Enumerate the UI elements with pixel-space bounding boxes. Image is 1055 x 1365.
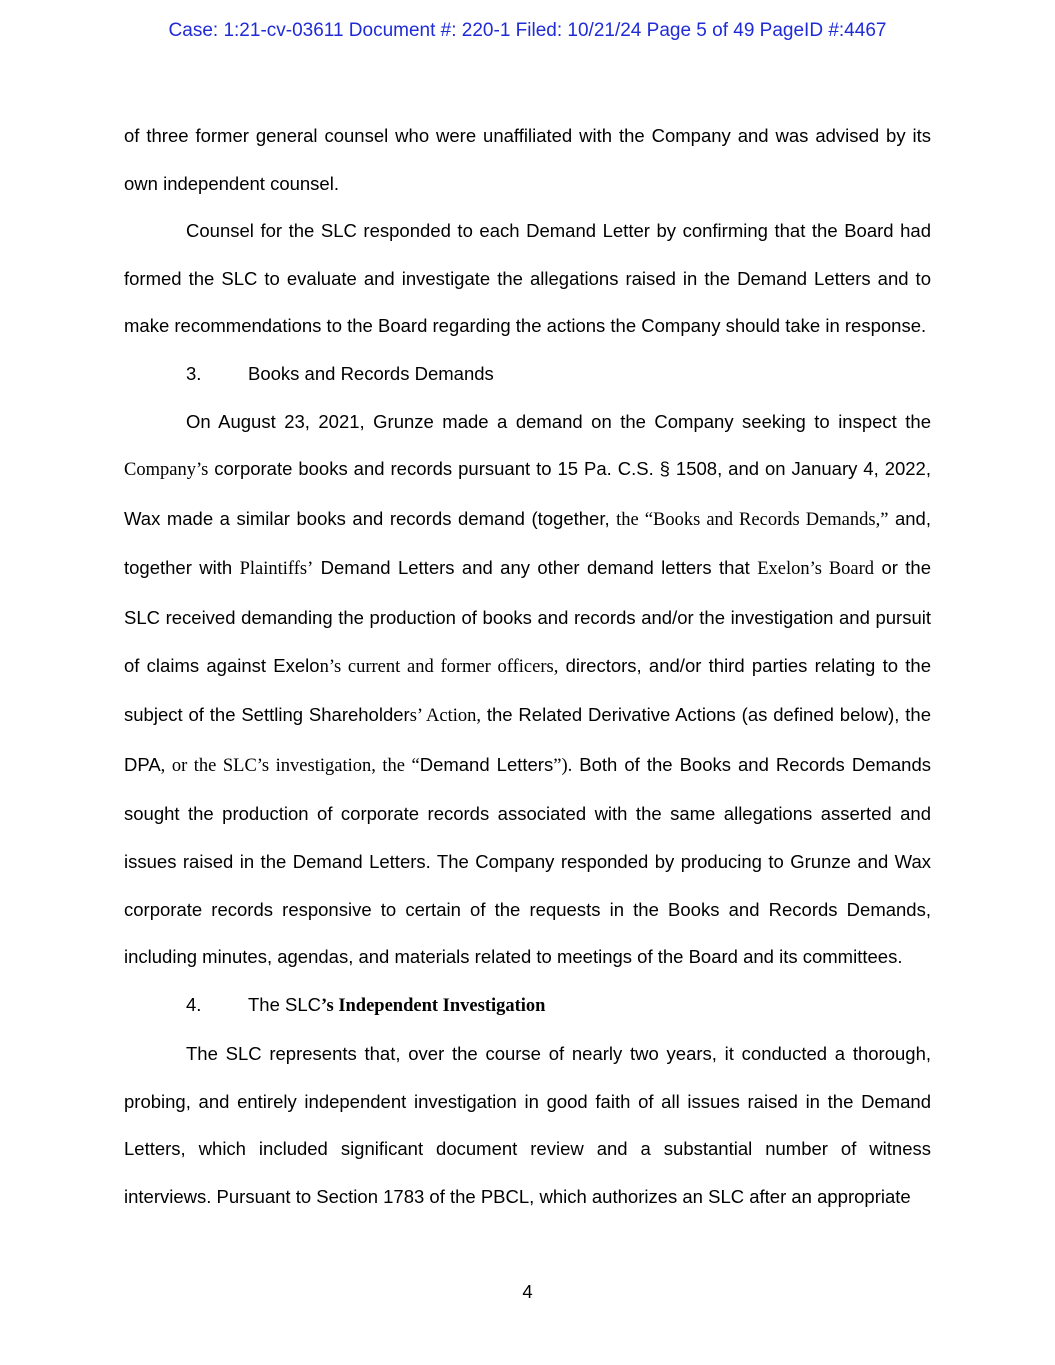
- section-title-bold: ’s Independent Investigation: [321, 995, 546, 1016]
- section-heading-independent-investigation: [124, 981, 931, 1031]
- paragraph-continuation: of three former general counsel who were unaffiliated with the Company and was advised by its own independent counsel.: [124, 125, 931, 194]
- text-run: the Related Derivative Actions (as defined below), the DPA: [124, 704, 931, 775]
- section-heading-books-records: [124, 350, 931, 398]
- document-body: [124, 112, 931, 1221]
- text-run: directors, and/or third parties relating to the subject of the Settling Shareholder: [124, 654, 932, 726]
- text-run: Demand Letters and any other demand letters that: [313, 557, 758, 579]
- text-run: On August 23, 2021, Grunze made a demand on the Company seeking to inspect the: [186, 410, 931, 432]
- text-run: Demand Letters: [419, 753, 554, 775]
- section-number: 3.: [186, 362, 202, 384]
- text-run-serif: Plaintiffs’: [239, 559, 314, 580]
- text-run: corporate books and records pursuant to 15 Pa. C.S. § 1508, and on January 4, 2022, Wax made a similar books and records demand (together,: [124, 458, 931, 529]
- text-run: Both of the Books and Records Demands sought the production of corporate records associated with the same allegations asserted and issues raised in the Demand Letters. The Company responded by producing to Grunze and Wax corporate records responsive to certain of the requests in the Books and Records Demands, including minutes, agendas, and materials related to meetings of the Board and its committees.: [124, 753, 932, 968]
- text-run-serif: s’ Action,: [409, 706, 481, 727]
- text-run-serif: n’s current and former officers,: [319, 656, 559, 677]
- text-run-serif: ”).: [553, 755, 573, 776]
- text-run-serif: Company’s: [124, 460, 209, 481]
- section-title: Books and Records Demands: [248, 362, 494, 384]
- text-run: or the SLC received demanding the production of books and records and/or the investigation and pursuit of claims against Exelo: [124, 557, 932, 676]
- text-run: and, together with: [124, 507, 931, 579]
- paragraph-investigation: The SLC represents that, over the course of nearly two years, it conducted a thorough, probing, and entirely independent investigation in good faith of all issues raised in the Demand Letters, which included significant document review and a substantial number of witness interviews. Pursuant to Section 1783 of the PBCL, which authorizes an SLC after an appropriate: [124, 1043, 931, 1208]
- text-run-serif: Exelon’s Board: [757, 559, 875, 580]
- paragraph-slc-response: Counsel for the SLC responded to each Demand Letter by confirming that the Board had formed the SLC to evaluate and investigate the allegations raised in the Demand Letters and to make recommendations to the Board regarding the actions the Company should take in response.: [124, 220, 931, 337]
- page-number: 4: [522, 1281, 533, 1302]
- section-title-plain: The SLC: [248, 993, 322, 1015]
- text-run-serif: the “Books and Records Demands,”: [616, 509, 889, 530]
- text-run-serif: , or the SLC’s investigation, the “: [160, 755, 420, 776]
- paragraph-books-records: [124, 398, 931, 981]
- section-number: 4.: [186, 993, 202, 1015]
- case-header: Case: 1:21-cv-03611 Document #: 220-1 Filed: 10/21/24 Page 5 of 49 PageID #:4467: [168, 20, 887, 41]
